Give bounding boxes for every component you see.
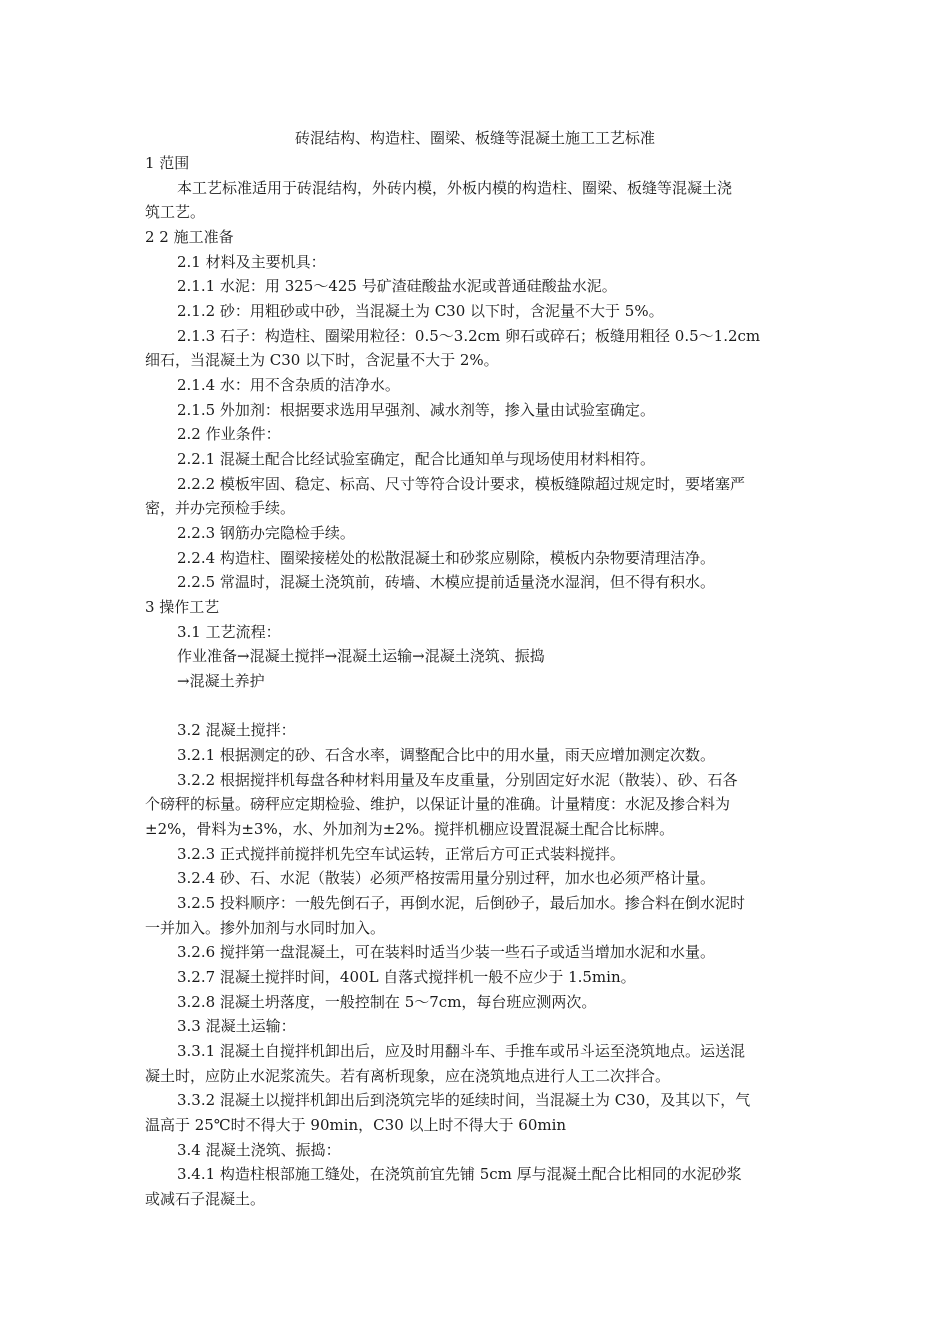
paragraph-line: 3.3.1 混凝土自搅拌机卸出后，应及时用翻斗车、手推车或吊斗运至浇筑地点。运送混 bbox=[177, 1042, 745, 1060]
paragraph-line: 3.2.2 根据搅拌机每盘各种材料用量及车皮重量，分别固定好水泥（散装）、砂、石各 bbox=[177, 771, 738, 789]
paragraph-line: 2.2.1 混凝土配合比经试验室确定，配合比通知单与现场使用材料相符。 bbox=[177, 450, 655, 468]
paragraph-line: 本工艺标准适用于砖混结构，外砖内模，外板内模的构造柱、圈梁、板缝等混凝土浇 bbox=[177, 179, 733, 197]
process-flow-line: →混凝土养护 bbox=[177, 672, 265, 690]
subsection-heading: 2.1 材料及主要机具： bbox=[177, 253, 326, 271]
paragraph-line: 细石，当混凝土为 C30 以下时，含泥量不大于 2%。 bbox=[145, 351, 499, 369]
paragraph-line: 温高于 25℃时不得大于 90min，C30 以上时不得大于 60min bbox=[145, 1116, 567, 1134]
paragraph-line: 2.2.2 模板牢固、稳定、标高、尺寸等符合设计要求，模板缝隙超过规定时，要堵塞严 bbox=[177, 475, 745, 493]
paragraph-line: 3.2.5 投料顺序：一般先倒石子，再倒水泥，后倒砂子，最后加水。掺合料在倒水泥时 bbox=[177, 894, 745, 912]
subsection-heading: 3.4 混凝土浇筑、振捣： bbox=[177, 1141, 341, 1159]
paragraph-line: 3.3.2 混凝土以搅拌机卸出后到浇筑完毕的延续时间，当混凝土为 C30，及其以下，气 bbox=[177, 1091, 751, 1109]
paragraph-line: 2.1.3 石子：构造柱、圈梁用粒径：0.5～3.2cm 卵石或碎石；板缝用粗径 0.5～1.2cm bbox=[177, 327, 761, 345]
paragraph-line: 3.2.6 搅拌第一盘混凝土，可在装料时适当少装一些石子或适当增加水泥和水量。 bbox=[177, 943, 715, 961]
document-title: 砖混结构、构造柱、圈梁、板缝等混凝土施工工艺标准 bbox=[294, 129, 655, 147]
subsection-heading: 2.2 作业条件： bbox=[177, 425, 281, 443]
paragraph-line: 2.2.5 常温时，混凝土浇筑前，砖墙、木模应提前适量浇水湿润，但不得有积水。 bbox=[177, 573, 715, 591]
paragraph-line: 3.2.8 混凝土坍落度，一般控制在 5～7cm，每台班应测两次。 bbox=[177, 993, 597, 1011]
process-flow-line: 作业准备→混凝土搅拌→混凝土运输→混凝土浇筑、振捣 bbox=[177, 647, 545, 665]
subsection-heading: 3.3 混凝土运输： bbox=[177, 1017, 296, 1035]
paragraph-line: 3.4.1 构造柱根部施工缝处，在浇筑前宜先铺 5cm 厚与混凝土配合比相同的水泥砂浆 bbox=[177, 1165, 742, 1183]
paragraph-line: 3.2.1 根据测定的砂、石含水率，调整配合比中的用水量，雨天应增加测定次数。 bbox=[177, 746, 715, 764]
paragraph-line: 凝土时，应防止水泥浆流失。若有离析现象，应在浇筑地点进行人工二次拌合。 bbox=[145, 1067, 671, 1085]
paragraph-line: 2.1.2 砂：用粗砂或中砂，当混凝土为 C30 以下时，含泥量不大于 5%。 bbox=[177, 302, 664, 320]
subsection-heading: 3.1 工艺流程： bbox=[177, 623, 281, 641]
paragraph-line: 密，并办完预检手续。 bbox=[145, 499, 296, 517]
section-heading: 2 2 施工准备 bbox=[145, 228, 234, 246]
paragraph-line: 3.2.7 混凝土搅拌时间，400L 自落式搅拌机一般不应少于 1.5min。 bbox=[177, 968, 636, 986]
paragraph-line: 2.2.4 构造柱、圈梁接槎处的松散混凝土和砂浆应剔除，模板内杂物要清理洁净。 bbox=[177, 549, 715, 567]
paragraph-line: 2.1.1 水泥：用 325～425 号矿渣硅酸盐水泥或普通硅酸盐水泥。 bbox=[177, 277, 617, 295]
paragraph-line: 个磅秤的标量。磅秤应定期检验、维护，以保证计量的准确。计量精度：水泥及掺合料为 bbox=[145, 795, 731, 813]
paragraph-line: 2.1.4 水：用不含杂质的洁净水。 bbox=[177, 376, 400, 394]
subsection-heading: 3.2 混凝土搅拌： bbox=[177, 721, 296, 739]
paragraph-line: ±2%，骨料为±3%，水、外加剂为±2%。搅拌机棚应设置混凝土配合比标牌。 bbox=[145, 820, 675, 838]
paragraph-line: 或减石子混凝土。 bbox=[145, 1190, 266, 1208]
paragraph-line: 一并加入。掺外加剂与水同时加入。 bbox=[145, 919, 386, 937]
paragraph-line: 筑工艺。 bbox=[145, 203, 206, 221]
paragraph-line: 3.2.4 砂、石、水泥（散装）必须严格按需用量分别过秤，加水也必须严格计量。 bbox=[177, 869, 715, 887]
paragraph-line: 3.2.3 正式搅拌前搅拌机先空车试运转，正常后方可正式装料搅拌。 bbox=[177, 845, 625, 863]
paragraph-line: 2.1.5 外加剂：根据要求选用早强剂、减水剂等，掺入量由试验室确定。 bbox=[177, 401, 655, 419]
section-heading: 1 范围 bbox=[145, 154, 190, 172]
section-heading: 3 操作工艺 bbox=[145, 598, 220, 616]
paragraph-line: 2.2.3 钢筋办完隐检手续。 bbox=[177, 524, 355, 542]
